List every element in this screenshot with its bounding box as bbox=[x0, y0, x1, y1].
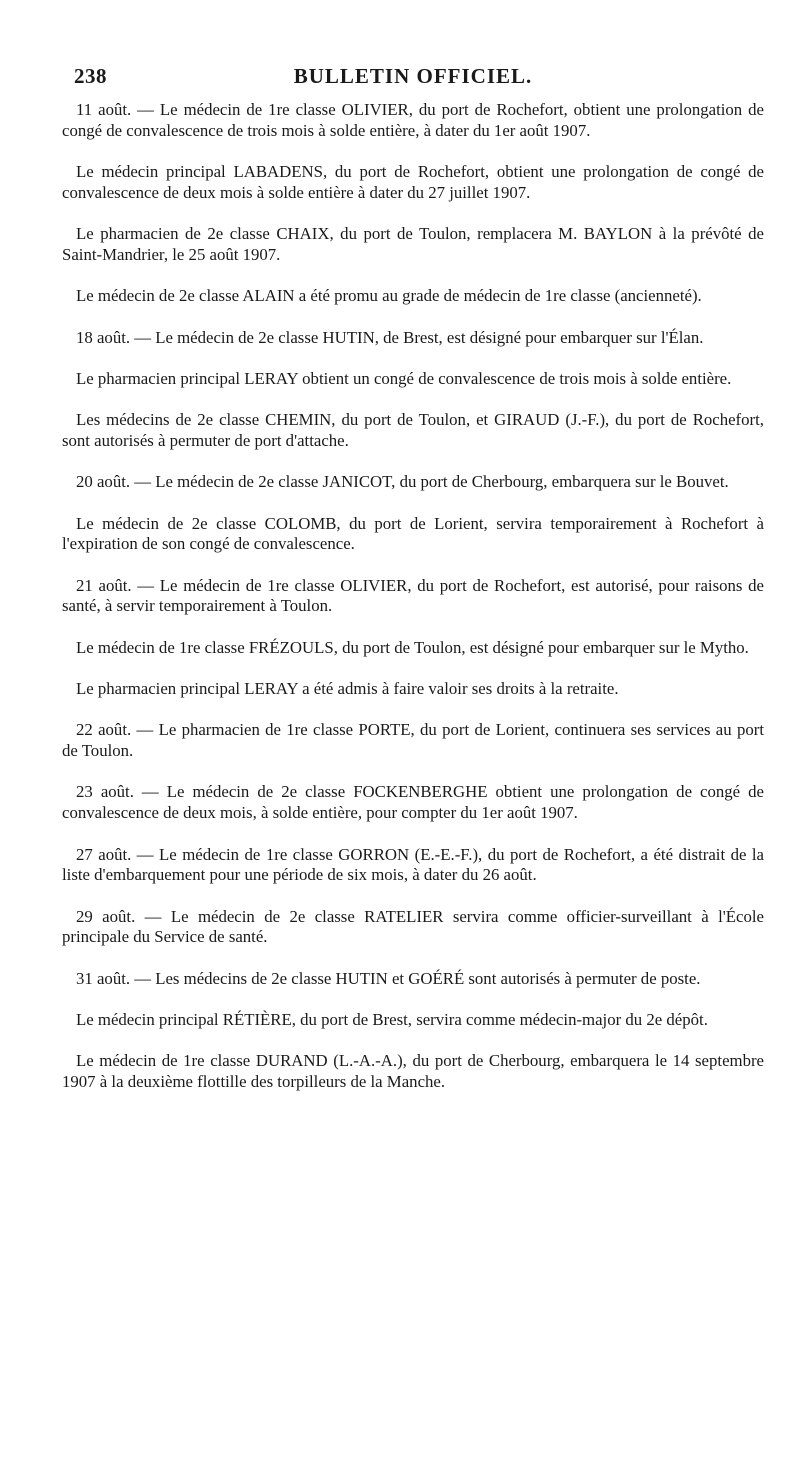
entry-13: 22 août. — Le pharmacien de 1re classe PORTE, du port de Lorient, continuera ses services au port de Toulon. bbox=[62, 720, 764, 761]
entry-6: Le pharmacien principal LERAY obtient un congé de convalescence de trois mois à solde entière. bbox=[76, 368, 732, 388]
entry-12: Le pharmacien principal LERAY a été admis à faire valoir ses droits à la retraite. bbox=[76, 679, 619, 699]
entry-19: Le médecin de 1re classe DURAND (L.-A.-A.), du port de Cherbourg, embarquera le 14 septembre 1907 à la deuxième flottille des torpilleurs de la Manche. bbox=[62, 1051, 764, 1092]
document-page bbox=[62, 58, 764, 1113]
entry-7: Les médecins de 2e classe CHEMIN, du port de Toulon, et GIRAUD (J.-F.), du port de Rochefort, sont autorisés à permuter de port d'attache. bbox=[62, 410, 764, 450]
entry-17: 31 août. — Les médecins de 2e classe HUTIN et GOÉRÉ sont autorisés à permuter de poste. bbox=[76, 968, 701, 988]
entry-5: 18 août. — Le médecin de 2e classe HUTIN, de Brest, est désigné pour embarquer sur l'Élan. bbox=[76, 327, 704, 347]
page-number: 238 bbox=[74, 64, 107, 88]
entry-9: Le médecin de 2e classe COLOMB, du port de Lorient, servira temporairement à Rochefort à l'expiration de son congé de convalescence. bbox=[62, 513, 764, 554]
entry-2: Le médecin principal LABADENS, du port de Rochefort, obtient une prolongation de congé de convalescence de deux mois à solde entière à dater du 27 juillet 1907. bbox=[62, 162, 764, 202]
entry-1: 11 août. — Le médecin de 1re classe OLIVIER, du port de Rochefort, obtient une prolongation de congé de convalescence de trois mois à solde entière, à dater du 1er août 1907. bbox=[62, 100, 764, 140]
entries-list bbox=[62, 100, 764, 1093]
entry-18: Le médecin principal RÉTIÈRE, du port de Brest, servira comme médecin-major du 2e dépôt. bbox=[76, 1010, 708, 1030]
entry-14: 23 août. — Le médecin de 2e classe FOCKENBERGHE obtient une prolongation de congé de convalescence de deux mois, à solde entière, pour compter du 1er août 1907. bbox=[62, 782, 764, 823]
entry-11: Le médecin de 1re classe FRÉZOULS, du port de Toulon, est désigné pour embarquer sur le Mytho. bbox=[76, 637, 749, 657]
entry-8: 20 août. — Le médecin de 2e classe JANICOT, du port de Cherbourg, embarquera sur le Bouvet. bbox=[76, 472, 729, 492]
journal-title: BULLETIN OFFICIEL. bbox=[293, 64, 533, 88]
running-head bbox=[62, 58, 764, 94]
entry-4: Le médecin de 2e classe ALAIN a été promu au grade de médecin de 1re classe (ancienneté). bbox=[76, 286, 702, 306]
entry-16: 29 août. — Le médecin de 2e classe RATELIER servira comme officier-surveillant à l'École principale du Service de santé. bbox=[62, 906, 764, 947]
entry-15: 27 août. — Le médecin de 1re classe GORRON (E.-E.-F.), du port de Rochefort, a été distrait de la liste d'embarquement pour une période de six mois, à dater du 26 août. bbox=[62, 844, 764, 885]
entry-10: 21 août. — Le médecin de 1re classe OLIVIER, du port de Rochefort, est autorisé, pour raisons de santé, à servir temporairement à Toulon. bbox=[62, 575, 764, 616]
entry-3: Le pharmacien de 2e classe CHAIX, du port de Toulon, remplacera M. BAYLON à la prévôté de Saint-Mandrier, le 25 août 1907. bbox=[62, 224, 764, 264]
